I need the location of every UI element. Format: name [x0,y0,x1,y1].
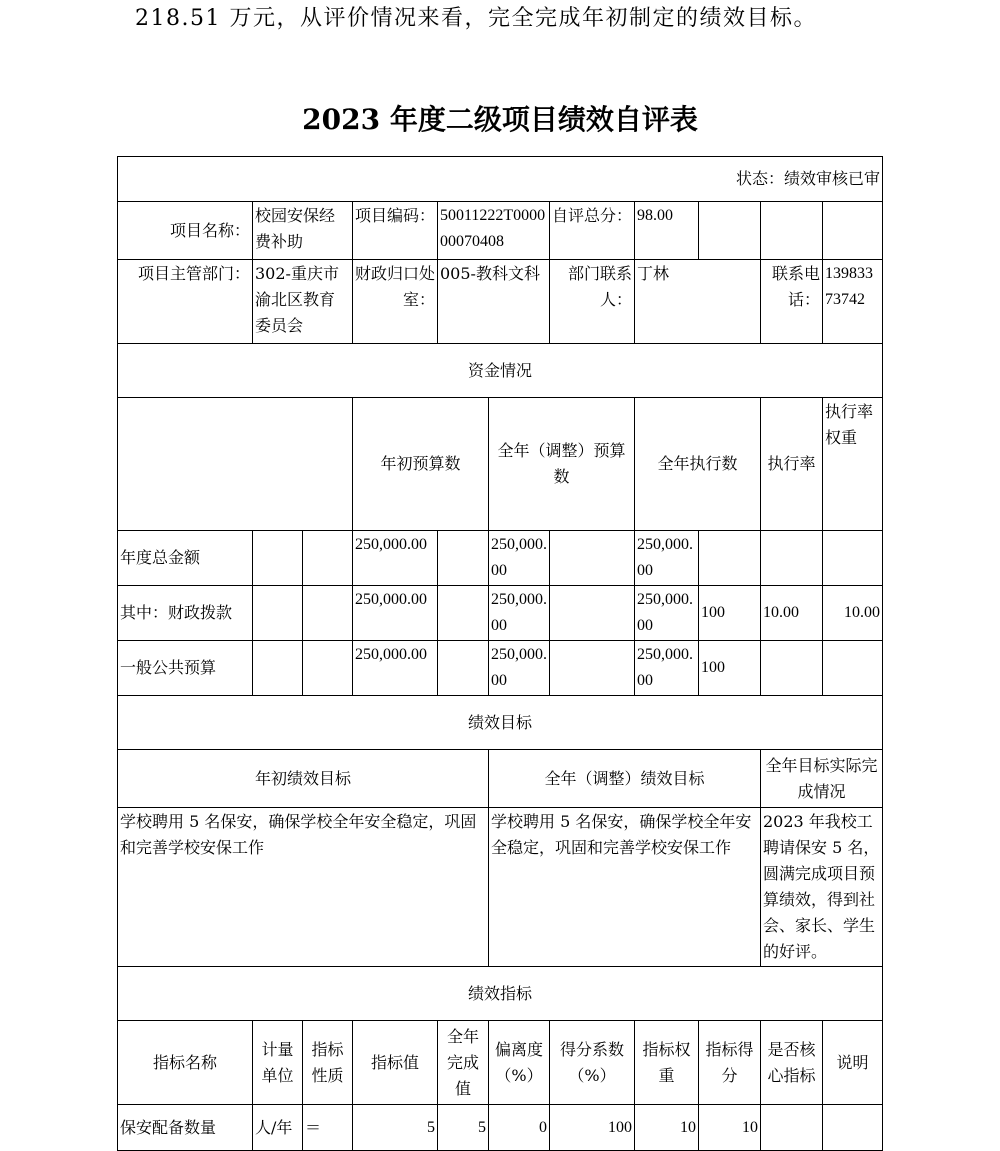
status-cell: 状态：绩效审核已审 [118,157,883,202]
blank-cell [438,641,489,696]
dept-value: 302-重庆市渝北区教育委员会 [253,260,353,344]
funds-initial-value: 250,000.00 [353,641,438,696]
ind-header-score: 指标得分 [699,1021,761,1105]
blank-cell [438,586,489,641]
indicators-section-title: 绩效指标 [118,967,883,1021]
blank-cell [303,586,353,641]
blank-cell [699,202,761,260]
ind-score: 10 [699,1105,761,1151]
blank-cell [253,531,303,586]
indicator-row [118,1105,883,1151]
blank-cell [761,202,823,260]
blank-cell [303,531,353,586]
funds-rate-value [699,531,761,586]
funds-weight-value [761,641,823,696]
funds-header-initial: 年初预算数 [353,398,489,531]
blank-cell [253,586,303,641]
ind-header-done: 全年完成值 [438,1021,489,1105]
blank-cell [303,641,353,696]
goals-initial-text: 学校聘用 5 名保安，确保学校全年安全稳定，巩固和完善学校安保工作 [118,808,489,967]
project-name-value: 校园安保经费补助 [253,202,353,260]
funds-score-value [823,531,883,586]
ind-header-name: 指标名称 [118,1021,253,1105]
funds-executed-value: 250,000.00 [635,586,699,641]
ind-core [761,1105,823,1151]
funds-header-weight: 执行率权重 [823,398,883,531]
funds-adjusted-value: 250,000.00 [489,586,550,641]
blank-cell [823,202,883,260]
funds-header-rate: 执行率 [761,398,823,531]
funds-header-adjusted: 全年（调整）预算数 [489,398,635,531]
goals-actual-text: 2023 年我校工聘请保安 5 名，圆满完成项目预算绩效，得到社会、家长、学生的好评。 [761,808,883,967]
goals-header-adjusted: 全年（调整）绩效目标 [489,750,761,808]
funds-row [118,641,883,696]
ind-note [823,1105,883,1151]
funds-executed-value: 250,000.00 [635,531,699,586]
funds-section-title: 资金情况 [118,344,883,398]
phone-value: 13983373742 [823,260,883,344]
finance-label: 财政归口处室： [353,260,438,344]
funds-adjusted-value: 250,000.00 [489,641,550,696]
ind-header-deviation: 偏离度（%） [489,1021,550,1105]
goals-header-initial: 年初绩效目标 [118,750,489,808]
ind-header-weight: 指标权重 [635,1021,699,1105]
ind-done: 5 [438,1105,489,1151]
contact-label: 部门联系人： [550,260,635,344]
funds-row [118,586,883,641]
project-code-value: 50011222T000000070408 [438,202,550,260]
funds-executed-value: 250,000.00 [635,641,699,696]
project-code-label: 项目编码： [353,202,438,260]
funds-weight-value: 10.00 [761,586,823,641]
ind-header-core: 是否核心指标 [761,1021,823,1105]
funds-initial-value: 250,000.00 [353,531,438,586]
goals-adjusted-text: 学校聘用 5 名保安，确保学校全年安全稳定，巩固和完善学校安保工作 [489,808,761,967]
blank-cell [438,531,489,586]
finance-value: 005-教科文科 [438,260,550,344]
project-name-label: 项目名称： [118,202,253,260]
ind-header-coef: 得分系数（%） [550,1021,635,1105]
ind-header-note: 说明 [823,1021,883,1105]
ind-coef: 100 [550,1105,635,1151]
ind-target: 5 [353,1105,438,1151]
dept-label: 项目主管部门： [118,260,253,344]
funds-rate-value: 100 [699,586,761,641]
phone-label: 联系电话： [761,260,823,344]
blank-cell [118,398,353,531]
funds-header-executed: 全年执行数 [635,398,761,531]
goals-header-actual: 全年目标实际完成情况 [761,750,883,808]
blank-cell [550,586,635,641]
performance-table [117,156,883,1151]
funds-row-name: 年度总金额 [118,531,253,586]
blank-cell [550,531,635,586]
goals-section-title: 绩效目标 [118,696,883,750]
funds-score-value: 10.00 [823,586,883,641]
blank-cell [253,641,303,696]
ind-name: 保安配备数量 [118,1105,253,1151]
self-score-value: 98.00 [635,202,699,260]
ind-header-nature: 指标性质 [303,1021,353,1105]
funds-rate-value: 100 [699,641,761,696]
funds-row [118,531,883,586]
funds-weight-value [761,531,823,586]
funds-row-name: 其中：财政拨款 [118,586,253,641]
ind-unit: 人/年 [253,1105,303,1151]
ind-weight: 10 [635,1105,699,1151]
funds-row-name: 一般公共预算 [118,641,253,696]
page-title: 2023 年度二级项目绩效自评表 [302,103,698,136]
ind-deviation: 0 [489,1105,550,1151]
funds-initial-value: 250,000.00 [353,586,438,641]
funds-adjusted-value: 250,000.00 [489,531,550,586]
blank-cell [550,641,635,696]
ind-header-unit: 计量单位 [253,1021,303,1105]
funds-score-value [823,641,883,696]
intro-text: 218.51 万元，从评价情况来看，完全完成年初制定的绩效目标。 [135,6,817,31]
contact-value: 丁林 [635,260,761,344]
ind-nature: ＝ [303,1105,353,1151]
ind-header-target: 指标值 [353,1021,438,1105]
self-score-label: 自评总分： [550,202,635,260]
